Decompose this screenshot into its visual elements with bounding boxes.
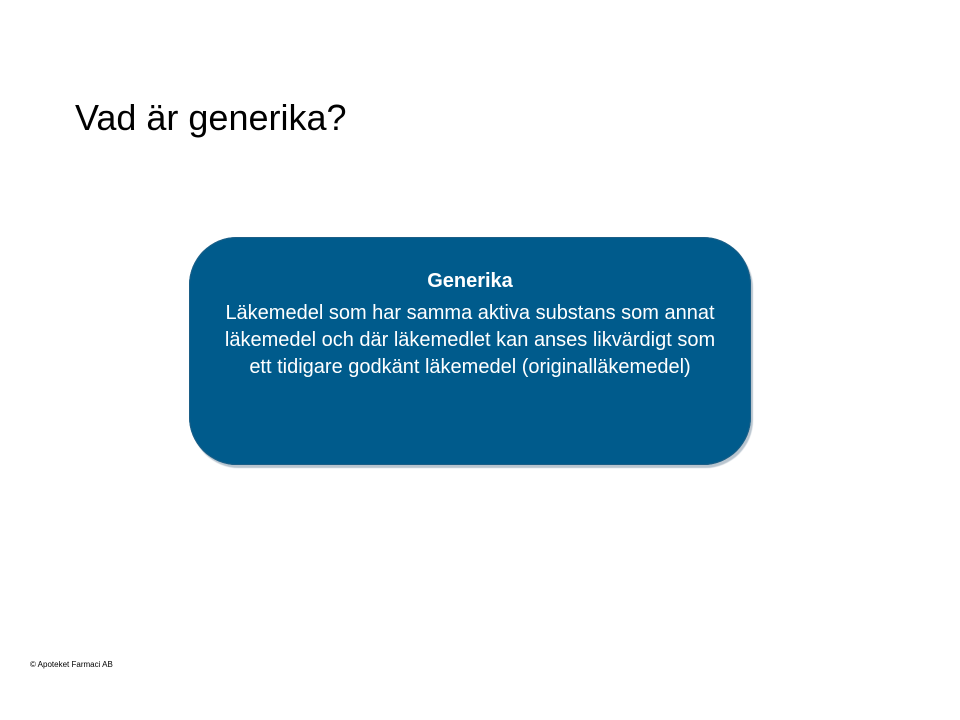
- copyright-notice: © Apoteket Farmaci AB: [30, 660, 113, 669]
- definition-box: [189, 237, 751, 465]
- slide-title: Vad är generika?: [75, 97, 347, 139]
- definition-heading: Generika: [427, 270, 513, 292]
- definition-text: Läkemedel som har samma aktiva substans som annat läkemedel och där läkemedlet kan anses likvärdigt som ett tidigare godkänt läkemedel (originalläkemedel): [224, 302, 716, 378]
